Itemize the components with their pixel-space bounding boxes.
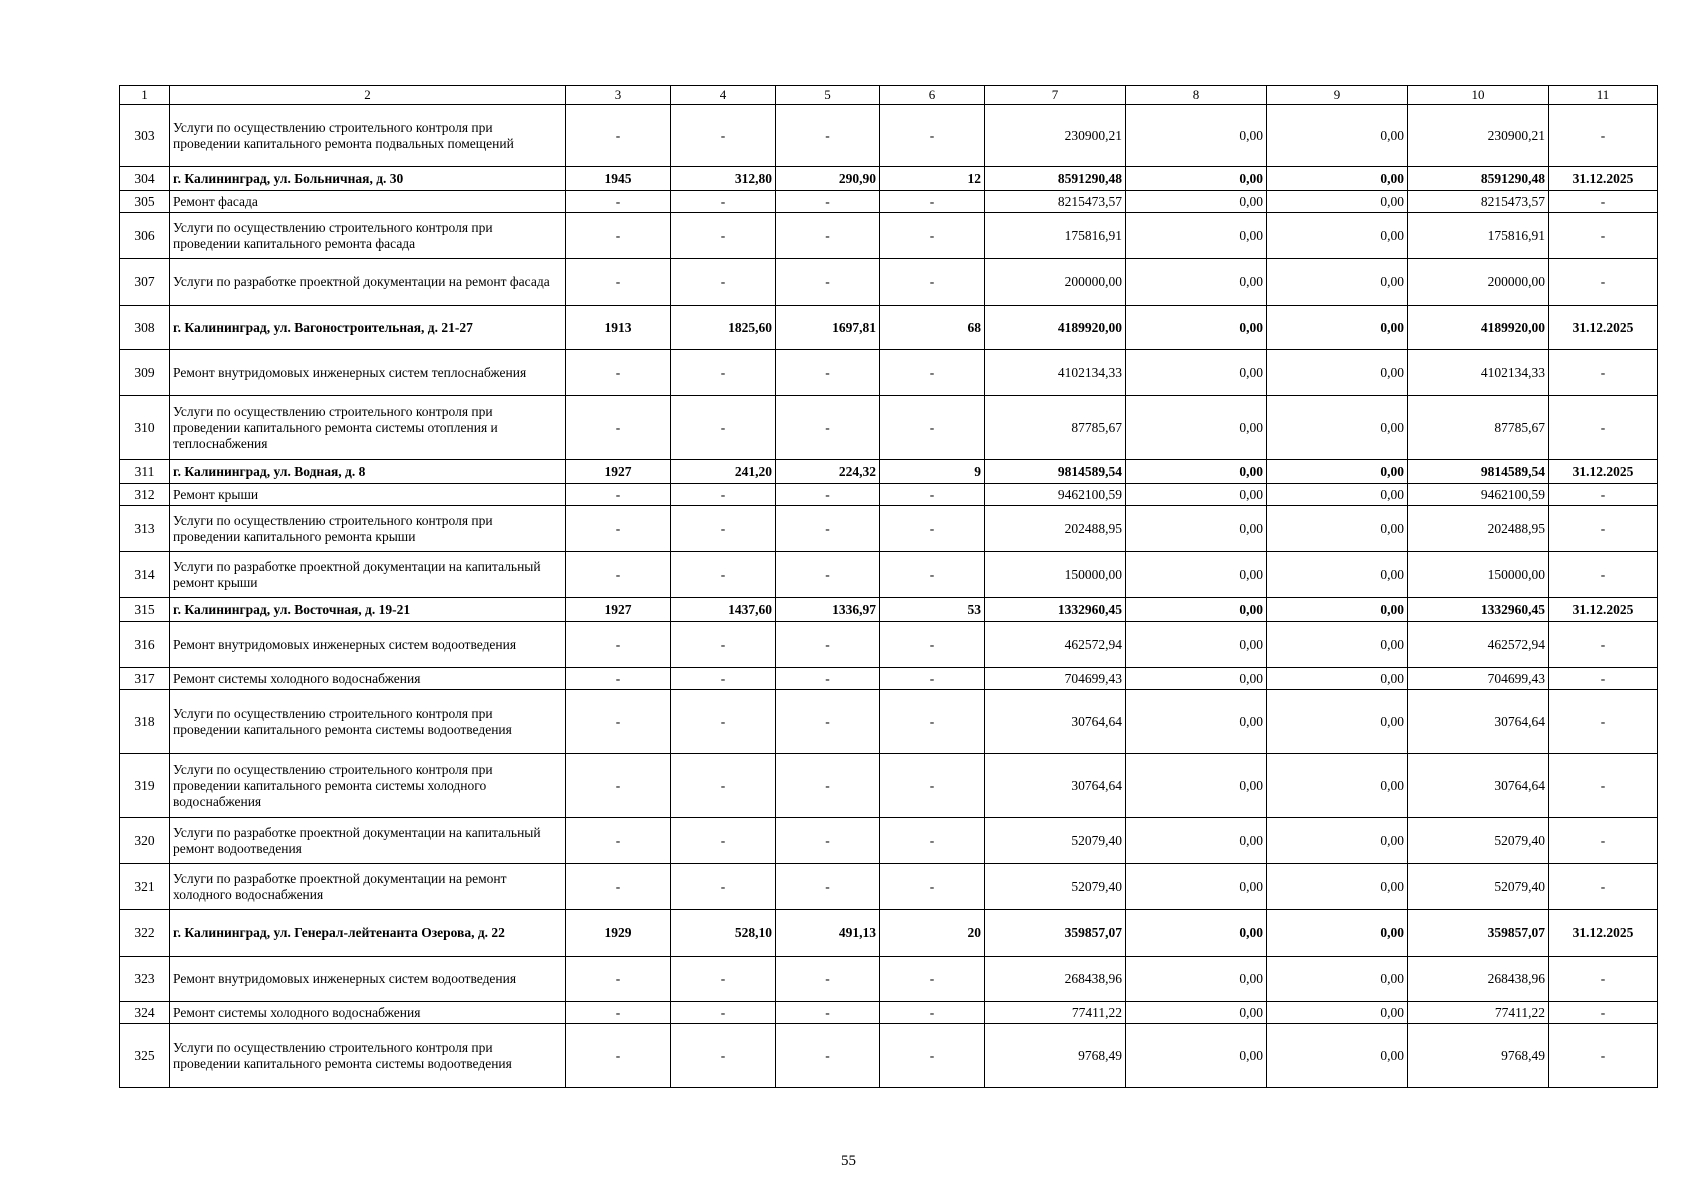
area-total-cell: - xyxy=(671,622,776,668)
area-total-cell: 1437,60 xyxy=(671,598,776,622)
area-total-cell: - xyxy=(671,818,776,864)
year-cell: 1927 xyxy=(566,598,671,622)
cost-col8-cell: 0,00 xyxy=(1126,754,1267,818)
year-cell: - xyxy=(566,105,671,167)
cost-col10-cell: 77411,22 xyxy=(1408,1002,1549,1024)
area-living-cell: 491,13 xyxy=(776,910,880,957)
year-cell: - xyxy=(566,552,671,598)
column-header: 5 xyxy=(776,86,880,105)
table-row xyxy=(120,622,1658,668)
residents-cell: 53 xyxy=(880,598,985,622)
residents-cell: - xyxy=(880,690,985,754)
cost-col10-cell: 150000,00 xyxy=(1408,552,1549,598)
cost-col9-cell: 0,00 xyxy=(1267,191,1408,213)
area-living-cell: 224,32 xyxy=(776,460,880,484)
area-total-cell: - xyxy=(671,105,776,167)
cost-col8-cell: 0,00 xyxy=(1126,259,1267,306)
description-cell: Услуги по осуществлению строительного контроля при проведении капитального ремонта крыши xyxy=(170,506,566,552)
year-cell: - xyxy=(566,213,671,259)
description-cell: Услуги по разработке проектной документации на ремонт фасада xyxy=(170,259,566,306)
cost-col8-cell: 0,00 xyxy=(1126,460,1267,484)
total-cost-cell: 268438,96 xyxy=(985,957,1126,1002)
year-cell: 1927 xyxy=(566,460,671,484)
cost-col10-cell: 9462100,59 xyxy=(1408,484,1549,506)
year-cell: 1913 xyxy=(566,306,671,350)
cost-col10-cell: 30764,64 xyxy=(1408,690,1549,754)
table-row xyxy=(120,690,1658,754)
area-living-cell: - xyxy=(776,191,880,213)
area-total-cell: - xyxy=(671,506,776,552)
column-header: 4 xyxy=(671,86,776,105)
table-header-row xyxy=(120,86,1658,105)
cost-col8-cell: 0,00 xyxy=(1126,668,1267,690)
residents-cell: 12 xyxy=(880,167,985,191)
table-row xyxy=(120,350,1658,396)
area-total-cell: 312,80 xyxy=(671,167,776,191)
area-total-cell: 241,20 xyxy=(671,460,776,484)
residents-cell: - xyxy=(880,622,985,668)
deadline-cell: - xyxy=(1549,622,1658,668)
deadline-cell: - xyxy=(1549,350,1658,396)
table-row xyxy=(120,259,1658,306)
area-living-cell: - xyxy=(776,552,880,598)
cost-col10-cell: 9768,49 xyxy=(1408,1024,1549,1088)
cost-col10-cell: 52079,40 xyxy=(1408,818,1549,864)
residents-cell: - xyxy=(880,396,985,460)
total-cost-cell: 30764,64 xyxy=(985,690,1126,754)
area-living-cell: - xyxy=(776,668,880,690)
area-living-cell: - xyxy=(776,864,880,910)
cost-col10-cell: 268438,96 xyxy=(1408,957,1549,1002)
table-row xyxy=(120,460,1658,484)
cost-col8-cell: 0,00 xyxy=(1126,167,1267,191)
description-cell: Ремонт внутридомовых инженерных систем водоотведения xyxy=(170,957,566,1002)
residents-cell: - xyxy=(880,191,985,213)
deadline-cell: - xyxy=(1549,1024,1658,1088)
table-row xyxy=(120,910,1658,957)
row-number-cell: 304 xyxy=(120,167,170,191)
table-body xyxy=(120,86,1658,1088)
table-row xyxy=(120,598,1658,622)
row-number-cell: 322 xyxy=(120,910,170,957)
year-cell: - xyxy=(566,484,671,506)
year-cell: - xyxy=(566,754,671,818)
total-cost-cell: 175816,91 xyxy=(985,213,1126,259)
row-number-cell: 323 xyxy=(120,957,170,1002)
area-living-cell: - xyxy=(776,213,880,259)
cost-col10-cell: 30764,64 xyxy=(1408,754,1549,818)
deadline-cell: 31.12.2025 xyxy=(1549,460,1658,484)
residents-cell: 9 xyxy=(880,460,985,484)
cost-col10-cell: 202488,95 xyxy=(1408,506,1549,552)
cost-col9-cell: 0,00 xyxy=(1267,460,1408,484)
area-living-cell: - xyxy=(776,754,880,818)
cost-col9-cell: 0,00 xyxy=(1267,818,1408,864)
residents-cell: - xyxy=(880,818,985,864)
residents-cell: - xyxy=(880,105,985,167)
cost-col8-cell: 0,00 xyxy=(1126,306,1267,350)
cost-col8-cell: 0,00 xyxy=(1126,396,1267,460)
residents-cell: - xyxy=(880,552,985,598)
area-total-cell: - xyxy=(671,1024,776,1088)
table-row xyxy=(120,818,1658,864)
cost-col10-cell: 462572,94 xyxy=(1408,622,1549,668)
cost-col8-cell: 0,00 xyxy=(1126,622,1267,668)
total-cost-cell: 4189920,00 xyxy=(985,306,1126,350)
total-cost-cell: 52079,40 xyxy=(985,864,1126,910)
deadline-cell: - xyxy=(1549,191,1658,213)
residents-cell: 20 xyxy=(880,910,985,957)
column-header: 6 xyxy=(880,86,985,105)
area-living-cell: 1336,97 xyxy=(776,598,880,622)
description-cell: Ремонт внутридомовых инженерных систем теплоснабжения xyxy=(170,350,566,396)
residents-cell: - xyxy=(880,484,985,506)
area-total-cell: - xyxy=(671,864,776,910)
area-total-cell: - xyxy=(671,957,776,1002)
table-row xyxy=(120,306,1658,350)
area-living-cell: 290,90 xyxy=(776,167,880,191)
row-number-cell: 303 xyxy=(120,105,170,167)
cost-col9-cell: 0,00 xyxy=(1267,213,1408,259)
row-number-cell: 308 xyxy=(120,306,170,350)
total-cost-cell: 9814589,54 xyxy=(985,460,1126,484)
total-cost-cell: 9462100,59 xyxy=(985,484,1126,506)
description-cell: Ремонт фасада xyxy=(170,191,566,213)
cost-col10-cell: 8591290,48 xyxy=(1408,167,1549,191)
column-header: 11 xyxy=(1549,86,1658,105)
area-living-cell: 1697,81 xyxy=(776,306,880,350)
row-number-cell: 319 xyxy=(120,754,170,818)
cost-col8-cell: 0,00 xyxy=(1126,191,1267,213)
total-cost-cell: 8215473,57 xyxy=(985,191,1126,213)
cost-col8-cell: 0,00 xyxy=(1126,818,1267,864)
description-cell: Услуги по осуществлению строительного контроля при проведении капитального ремонта системы водоотведения xyxy=(170,1024,566,1088)
total-cost-cell: 150000,00 xyxy=(985,552,1126,598)
year-cell: - xyxy=(566,864,671,910)
column-header: 10 xyxy=(1408,86,1549,105)
cost-col8-cell: 0,00 xyxy=(1126,213,1267,259)
area-total-cell: - xyxy=(671,350,776,396)
column-header: 9 xyxy=(1267,86,1408,105)
cost-col9-cell: 0,00 xyxy=(1267,350,1408,396)
column-header: 3 xyxy=(566,86,671,105)
residents-cell: - xyxy=(880,1002,985,1024)
area-total-cell: - xyxy=(671,191,776,213)
cost-col8-cell: 0,00 xyxy=(1126,1024,1267,1088)
cost-col10-cell: 4189920,00 xyxy=(1408,306,1549,350)
description-cell: Услуги по осуществлению строительного контроля при проведении капитального ремонта фасада xyxy=(170,213,566,259)
table-row xyxy=(120,213,1658,259)
area-total-cell: 1825,60 xyxy=(671,306,776,350)
table-row xyxy=(120,105,1658,167)
table-row xyxy=(120,957,1658,1002)
total-cost-cell: 359857,07 xyxy=(985,910,1126,957)
deadline-cell: - xyxy=(1549,552,1658,598)
total-cost-cell: 230900,21 xyxy=(985,105,1126,167)
budget-table xyxy=(119,85,1658,1088)
total-cost-cell: 4102134,33 xyxy=(985,350,1126,396)
row-number-cell: 316 xyxy=(120,622,170,668)
row-number-cell: 309 xyxy=(120,350,170,396)
deadline-cell: - xyxy=(1549,864,1658,910)
row-number-cell: 325 xyxy=(120,1024,170,1088)
area-total-cell: - xyxy=(671,668,776,690)
description-cell: г. Калининград, ул. Водная, д. 8 xyxy=(170,460,566,484)
cost-col9-cell: 0,00 xyxy=(1267,167,1408,191)
column-header: 8 xyxy=(1126,86,1267,105)
cost-col8-cell: 0,00 xyxy=(1126,484,1267,506)
deadline-cell: 31.12.2025 xyxy=(1549,598,1658,622)
description-cell: Ремонт системы холодного водоснабжения xyxy=(170,668,566,690)
total-cost-cell: 87785,67 xyxy=(985,396,1126,460)
cost-col10-cell: 52079,40 xyxy=(1408,864,1549,910)
area-living-cell: - xyxy=(776,622,880,668)
year-cell: - xyxy=(566,668,671,690)
description-cell: г. Калининград, ул. Больничная, д. 30 xyxy=(170,167,566,191)
table-row xyxy=(120,864,1658,910)
residents-cell: - xyxy=(880,754,985,818)
cost-col9-cell: 0,00 xyxy=(1267,957,1408,1002)
cost-col8-cell: 0,00 xyxy=(1126,690,1267,754)
description-cell: Услуги по разработке проектной документации на капитальный ремонт водоотведения xyxy=(170,818,566,864)
cost-col9-cell: 0,00 xyxy=(1267,396,1408,460)
area-living-cell: - xyxy=(776,484,880,506)
table-row xyxy=(120,754,1658,818)
row-number-cell: 314 xyxy=(120,552,170,598)
cost-col9-cell: 0,00 xyxy=(1267,506,1408,552)
area-living-cell: - xyxy=(776,259,880,306)
residents-cell: - xyxy=(880,957,985,1002)
area-living-cell: - xyxy=(776,105,880,167)
description-cell: Услуги по разработке проектной документации на капитальный ремонт крыши xyxy=(170,552,566,598)
table-row xyxy=(120,506,1658,552)
total-cost-cell: 9768,49 xyxy=(985,1024,1126,1088)
total-cost-cell: 8591290,48 xyxy=(985,167,1126,191)
cost-col9-cell: 0,00 xyxy=(1267,690,1408,754)
year-cell: - xyxy=(566,818,671,864)
year-cell: 1929 xyxy=(566,910,671,957)
cost-col10-cell: 8215473,57 xyxy=(1408,191,1549,213)
row-number-cell: 315 xyxy=(120,598,170,622)
row-number-cell: 312 xyxy=(120,484,170,506)
cost-col9-cell: 0,00 xyxy=(1267,910,1408,957)
cost-col10-cell: 1332960,45 xyxy=(1408,598,1549,622)
area-living-cell: - xyxy=(776,1002,880,1024)
row-number-cell: 310 xyxy=(120,396,170,460)
deadline-cell: - xyxy=(1549,668,1658,690)
cost-col9-cell: 0,00 xyxy=(1267,668,1408,690)
residents-cell: 68 xyxy=(880,306,985,350)
area-living-cell: - xyxy=(776,350,880,396)
table-row xyxy=(120,484,1658,506)
cost-col10-cell: 230900,21 xyxy=(1408,105,1549,167)
area-living-cell: - xyxy=(776,1024,880,1088)
description-cell: Услуги по осуществлению строительного контроля при проведении капитального ремонта системы отопления и теплоснабжения xyxy=(170,396,566,460)
deadline-cell: 31.12.2025 xyxy=(1549,910,1658,957)
year-cell: - xyxy=(566,506,671,552)
area-living-cell: - xyxy=(776,506,880,552)
column-header: 7 xyxy=(985,86,1126,105)
cost-col10-cell: 704699,43 xyxy=(1408,668,1549,690)
deadline-cell: - xyxy=(1549,506,1658,552)
area-total-cell: - xyxy=(671,259,776,306)
description-cell: Услуги по осуществлению строительного контроля при проведении капитального ремонта системы водоотведения xyxy=(170,690,566,754)
cost-col9-cell: 0,00 xyxy=(1267,484,1408,506)
row-number-cell: 321 xyxy=(120,864,170,910)
cost-col9-cell: 0,00 xyxy=(1267,552,1408,598)
description-cell: Услуги по разработке проектной документации на ремонт холодного водоснабжения xyxy=(170,864,566,910)
cost-col8-cell: 0,00 xyxy=(1126,350,1267,396)
area-total-cell: - xyxy=(671,1002,776,1024)
description-cell: г. Калининград, ул. Восточная, д. 19-21 xyxy=(170,598,566,622)
deadline-cell: - xyxy=(1549,484,1658,506)
total-cost-cell: 462572,94 xyxy=(985,622,1126,668)
cost-col8-cell: 0,00 xyxy=(1126,864,1267,910)
row-number-cell: 317 xyxy=(120,668,170,690)
area-total-cell: - xyxy=(671,552,776,598)
cost-col9-cell: 0,00 xyxy=(1267,598,1408,622)
deadline-cell: - xyxy=(1549,818,1658,864)
column-header: 2 xyxy=(170,86,566,105)
table-row xyxy=(120,552,1658,598)
deadline-cell: - xyxy=(1549,957,1658,1002)
deadline-cell: - xyxy=(1549,690,1658,754)
cost-col10-cell: 200000,00 xyxy=(1408,259,1549,306)
area-living-cell: - xyxy=(776,957,880,1002)
description-cell: г. Калининград, ул. Генерал-лейтенанта Озерова, д. 22 xyxy=(170,910,566,957)
area-total-cell: - xyxy=(671,754,776,818)
area-total-cell: - xyxy=(671,396,776,460)
cost-col9-cell: 0,00 xyxy=(1267,622,1408,668)
area-living-cell: - xyxy=(776,818,880,864)
area-living-cell: - xyxy=(776,396,880,460)
cost-col8-cell: 0,00 xyxy=(1126,552,1267,598)
row-number-cell: 307 xyxy=(120,259,170,306)
row-number-cell: 320 xyxy=(120,818,170,864)
cost-col9-cell: 0,00 xyxy=(1267,306,1408,350)
description-cell: Ремонт системы холодного водоснабжения xyxy=(170,1002,566,1024)
description-cell: г. Калининград, ул. Вагоностроительная, д. 21-27 xyxy=(170,306,566,350)
deadline-cell: - xyxy=(1549,754,1658,818)
year-cell: - xyxy=(566,350,671,396)
cost-col9-cell: 0,00 xyxy=(1267,1002,1408,1024)
row-number-cell: 311 xyxy=(120,460,170,484)
cost-col9-cell: 0,00 xyxy=(1267,1024,1408,1088)
cost-col10-cell: 4102134,33 xyxy=(1408,350,1549,396)
cost-col10-cell: 359857,07 xyxy=(1408,910,1549,957)
year-cell: - xyxy=(566,259,671,306)
total-cost-cell: 77411,22 xyxy=(985,1002,1126,1024)
area-total-cell: 528,10 xyxy=(671,910,776,957)
year-cell: - xyxy=(566,622,671,668)
row-number-cell: 313 xyxy=(120,506,170,552)
area-total-cell: - xyxy=(671,213,776,259)
total-cost-cell: 704699,43 xyxy=(985,668,1126,690)
deadline-cell: - xyxy=(1549,396,1658,460)
residents-cell: - xyxy=(880,259,985,306)
table-row xyxy=(120,396,1658,460)
cost-col8-cell: 0,00 xyxy=(1126,598,1267,622)
cost-col9-cell: 0,00 xyxy=(1267,864,1408,910)
total-cost-cell: 1332960,45 xyxy=(985,598,1126,622)
area-living-cell: - xyxy=(776,690,880,754)
deadline-cell: - xyxy=(1549,259,1658,306)
cost-col9-cell: 0,00 xyxy=(1267,259,1408,306)
row-number-cell: 305 xyxy=(120,191,170,213)
year-cell: - xyxy=(566,1002,671,1024)
cost-col10-cell: 87785,67 xyxy=(1408,396,1549,460)
area-total-cell: - xyxy=(671,484,776,506)
year-cell: 1945 xyxy=(566,167,671,191)
cost-col10-cell: 9814589,54 xyxy=(1408,460,1549,484)
table-row xyxy=(120,668,1658,690)
description-cell: Услуги по осуществлению строительного контроля при проведении капитального ремонта подвальных помещений xyxy=(170,105,566,167)
description-cell: Услуги по осуществлению строительного контроля при проведении капитального ремонта системы холодного водоснабжения xyxy=(170,754,566,818)
table-row xyxy=(120,1002,1658,1024)
deadline-cell: - xyxy=(1549,105,1658,167)
row-number-cell: 306 xyxy=(120,213,170,259)
description-cell: Ремонт крыши xyxy=(170,484,566,506)
deadline-cell: - xyxy=(1549,1002,1658,1024)
total-cost-cell: 52079,40 xyxy=(985,818,1126,864)
table-row xyxy=(120,191,1658,213)
deadline-cell: 31.12.2025 xyxy=(1549,167,1658,191)
residents-cell: - xyxy=(880,668,985,690)
row-number-cell: 318 xyxy=(120,690,170,754)
residents-cell: - xyxy=(880,350,985,396)
row-number-cell: 324 xyxy=(120,1002,170,1024)
column-header: 1 xyxy=(120,86,170,105)
year-cell: - xyxy=(566,1024,671,1088)
table-row xyxy=(120,167,1658,191)
cost-col9-cell: 0,00 xyxy=(1267,105,1408,167)
year-cell: - xyxy=(566,396,671,460)
page-number: 55 xyxy=(841,1153,856,1169)
deadline-cell: - xyxy=(1549,213,1658,259)
residents-cell: - xyxy=(880,1024,985,1088)
area-total-cell: - xyxy=(671,690,776,754)
residents-cell: - xyxy=(880,506,985,552)
cost-col8-cell: 0,00 xyxy=(1126,1002,1267,1024)
cost-col8-cell: 0,00 xyxy=(1126,910,1267,957)
residents-cell: - xyxy=(880,864,985,910)
total-cost-cell: 202488,95 xyxy=(985,506,1126,552)
year-cell: - xyxy=(566,957,671,1002)
residents-cell: - xyxy=(880,213,985,259)
year-cell: - xyxy=(566,191,671,213)
total-cost-cell: 200000,00 xyxy=(985,259,1126,306)
deadline-cell: 31.12.2025 xyxy=(1549,306,1658,350)
cost-col9-cell: 0,00 xyxy=(1267,754,1408,818)
cost-col8-cell: 0,00 xyxy=(1126,506,1267,552)
description-cell: Ремонт внутридомовых инженерных систем водоотведения xyxy=(170,622,566,668)
cost-col10-cell: 175816,91 xyxy=(1408,213,1549,259)
cost-col8-cell: 0,00 xyxy=(1126,105,1267,167)
cost-col8-cell: 0,00 xyxy=(1126,957,1267,1002)
year-cell: - xyxy=(566,690,671,754)
table-row xyxy=(120,1024,1658,1088)
total-cost-cell: 30764,64 xyxy=(985,754,1126,818)
